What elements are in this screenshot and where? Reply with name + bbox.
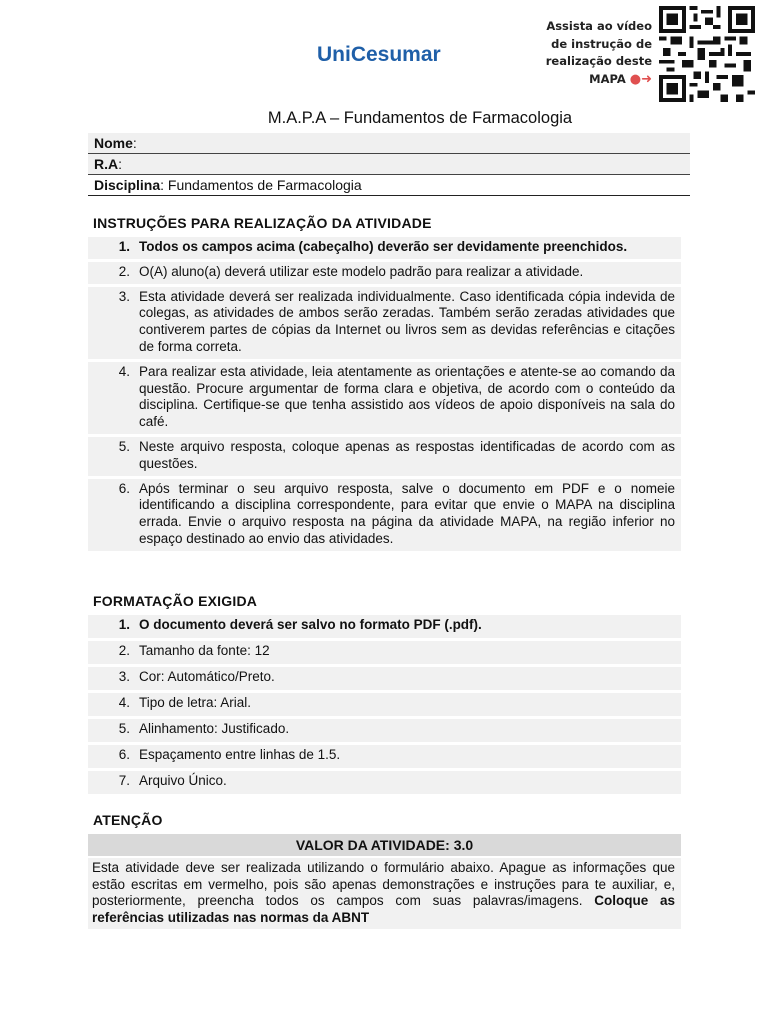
attention-text: Esta atividade deve ser realizada utilizando o formulário abaixo. Apague as informações que estão escritas em vermelho, pois são apenas demonstrações e instruções para te auxiliar, e, posteriormente, preencha todos os campos com suas palavras/imagens. Coloque as referências utilizadas nas normas da ABNT xyxy=(88,858,681,929)
list-item: 3. Cor: Automático/Preto. xyxy=(88,667,681,690)
list-item: 3. Esta atividade deverá ser realizada individualmente. Caso identificada cópia indevida de colegas, as atividades de ambos serão zeradas. Também serão zeradas atividades que contiverem partes de cópias da Internet ou livros sem as devidas referências e citações de forma correta. xyxy=(88,287,681,359)
formatting-heading: FORMATAÇÃO EXIGIDA xyxy=(93,593,258,609)
instructions-heading: INSTRUÇÕES PARA REALIZAÇÃO DA ATIVIDADE xyxy=(93,215,432,231)
header-fields-table xyxy=(88,133,690,196)
list-item: 6. Após terminar o seu arquivo resposta, salve o documento em PDF e o nomeie identificando a disciplina correspondente, para evitar que envie o MAPA na disciplina errada. Envie o arquivo resposta na página da atividade MAPA, na região inferior no espaço destinado ao envio das atividades. xyxy=(88,479,681,551)
field-nome[interactable]: Nome: xyxy=(88,133,690,154)
field-ra[interactable]: R.A: xyxy=(88,154,690,175)
attention-heading: ATENÇÃO xyxy=(93,812,163,828)
list-item: 2. O(A) aluno(a) deverá utilizar este modelo padrão para realizar a atividade. xyxy=(88,262,681,284)
list-item: 6. Espaçamento entre linhas de 1.5. xyxy=(88,745,681,768)
qr-caption: Assista ao vídeo de instrução de realização deste MAPA ●➜ xyxy=(545,19,652,87)
list-item: 7. Arquivo Único. xyxy=(88,771,681,794)
instructions-list xyxy=(88,237,681,554)
list-item: 4. Tipo de letra: Arial. xyxy=(88,693,681,716)
field-disciplina[interactable]: Disciplina: Fundamentos de Farmacologia xyxy=(88,175,690,196)
qr-code-icon[interactable] xyxy=(657,6,757,102)
list-item: 1. Todos os campos acima (cabeçalho) deverão ser devidamente preenchidos. xyxy=(88,237,681,259)
activity-value-banner: VALOR DA ATIVIDADE: 3.0 xyxy=(88,834,681,856)
list-item: 5. Alinhamento: Justificado. xyxy=(88,719,681,742)
list-item: 2. Tamanho da fonte: 12 xyxy=(88,641,681,664)
arrow-right-icon: ●➜ xyxy=(629,71,652,87)
formatting-list xyxy=(88,615,681,797)
unicesumar-logo: UniCesumar xyxy=(317,43,441,66)
list-item: 1. O documento deverá ser salvo no formato PDF (.pdf). xyxy=(88,615,681,638)
document-title: M.A.P.A – Fundamentos de Farmacologia xyxy=(267,109,573,127)
list-item: 4. Para realizar esta atividade, leia atentamente as orientações e atente-se ao comando da questão. Procure argumentar de forma clara e objetiva, de acordo com o conteúdo da disciplina. Certifique-se que tenha assistido aos vídeos de apoio disponíveis na sala do café. xyxy=(88,362,681,434)
list-item: 5. Neste arquivo resposta, coloque apenas as respostas identificadas de acordo com as questões. xyxy=(88,437,681,476)
